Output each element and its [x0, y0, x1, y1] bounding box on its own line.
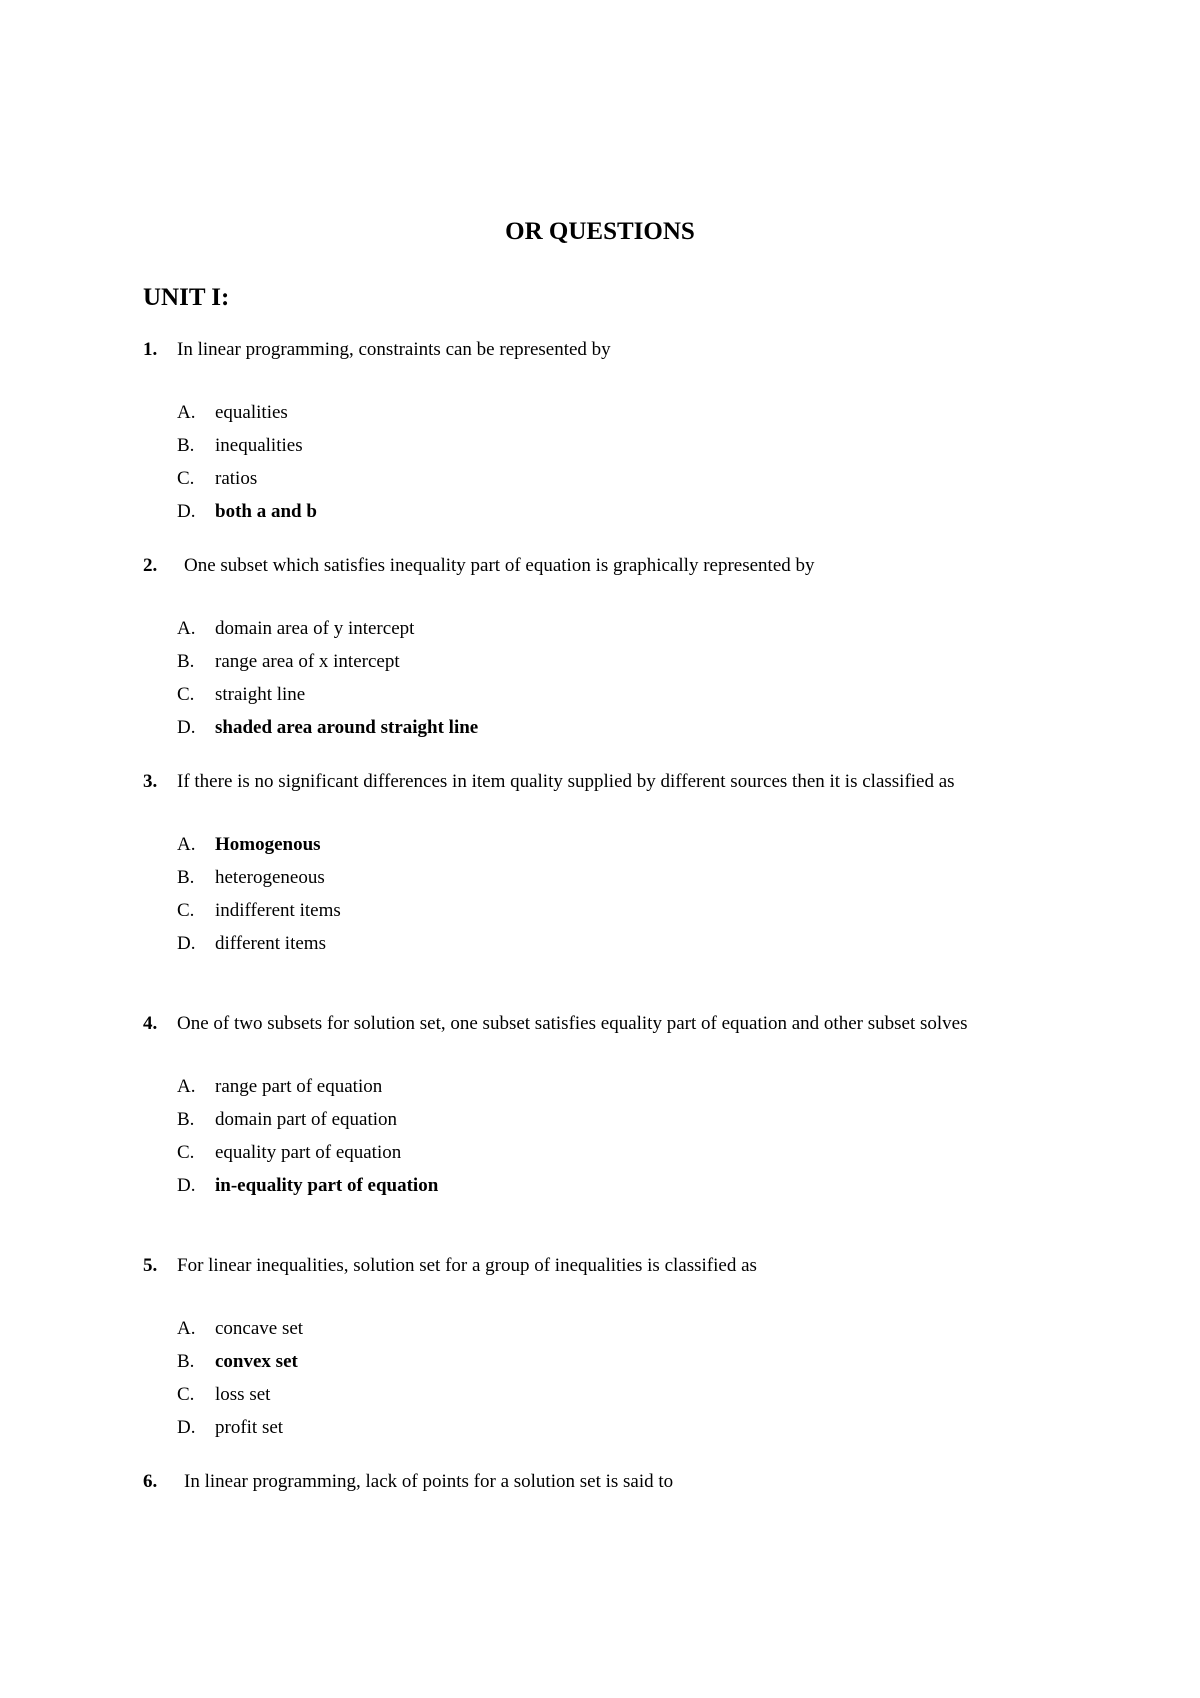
question-text: One of two subsets for solution set, one subset satisfies equality part of equation and other subset solves: [177, 1013, 968, 1034]
answer-options: [143, 612, 1063, 744]
option-letter: D.: [177, 501, 196, 522]
question-text: In linear programming, lack of points for a solution set is said to: [184, 1471, 674, 1492]
answer-option: [143, 1411, 1063, 1444]
option-text: ratios: [215, 468, 258, 489]
question-number: 1.: [143, 339, 158, 360]
answer-option: [143, 462, 1063, 495]
answer-options: [143, 1312, 1063, 1444]
option-letter: A.: [177, 618, 196, 639]
option-letter: A.: [177, 1076, 196, 1097]
question-5: [143, 1252, 1063, 1444]
answer-option-correct: [143, 711, 1063, 744]
question-text: One subset which satisfies inequality part of equation is graphically represented by: [184, 555, 815, 576]
option-letter: C.: [177, 1142, 195, 1163]
answer-option-correct: [143, 1169, 1063, 1202]
option-text-correct: shaded area around straight line: [215, 717, 479, 738]
question-number: 5.: [143, 1255, 158, 1276]
question-text: In linear programming, constraints can be represented by: [177, 339, 611, 360]
option-letter: A.: [177, 834, 196, 855]
option-text: equalities: [215, 402, 288, 423]
answer-option: [143, 861, 1063, 894]
question-6: [143, 1468, 1063, 1495]
answer-option: [143, 1378, 1063, 1411]
option-letter: B.: [177, 1351, 195, 1372]
answer-option: [143, 927, 1063, 960]
question-stem: [143, 1468, 1063, 1495]
answer-option: [143, 1103, 1063, 1136]
answer-option: [143, 396, 1063, 429]
question-stem: [143, 1010, 1063, 1037]
option-letter: D.: [177, 1417, 196, 1438]
question-4: [143, 1010, 1063, 1202]
question-2: [143, 552, 1063, 744]
question-text: If there is no significant differences in item quality supplied by different sources then it is classified as: [177, 771, 955, 792]
option-text: loss set: [215, 1384, 271, 1405]
question-number: 2.: [143, 555, 158, 576]
answer-option: [143, 1312, 1063, 1345]
answer-option: [143, 612, 1063, 645]
option-letter: C.: [177, 468, 195, 489]
option-letter: D.: [177, 1175, 196, 1196]
question-stem: [143, 552, 1063, 579]
option-text: range area of x intercept: [215, 651, 400, 672]
option-letter: B.: [177, 651, 195, 672]
option-text-correct: both a and b: [215, 501, 317, 522]
option-letter: D.: [177, 933, 196, 954]
answer-option: [143, 894, 1063, 927]
answer-option: [143, 645, 1063, 678]
option-text-correct: Homogenous: [215, 834, 321, 855]
question-3: [143, 768, 1063, 960]
answer-option-correct: [143, 495, 1063, 528]
answer-option: [143, 429, 1063, 462]
option-text-correct: in-equality part of equation: [215, 1175, 439, 1196]
answer-option: [143, 1070, 1063, 1103]
document-title: OR QUESTIONS: [505, 218, 695, 245]
answer-options: [143, 828, 1063, 960]
option-text: straight line: [215, 684, 306, 705]
question-number: 6.: [143, 1471, 158, 1492]
option-letter: B.: [177, 435, 195, 456]
answer-options: [143, 396, 1063, 528]
option-text: range part of equation: [215, 1076, 383, 1097]
option-text: different items: [215, 933, 326, 954]
unit-heading: UNIT I:: [143, 284, 230, 311]
question-number: 3.: [143, 771, 158, 792]
option-text-correct: convex set: [215, 1351, 298, 1372]
question-stem: [143, 768, 1063, 795]
option-text: domain area of y intercept: [215, 618, 415, 639]
question-1: [143, 336, 1063, 528]
option-text: heterogeneous: [215, 867, 325, 888]
answer-option: [143, 1136, 1063, 1169]
question-number: 4.: [143, 1013, 158, 1034]
option-letter: A.: [177, 402, 196, 423]
option-text: profit set: [215, 1417, 284, 1438]
answer-option-correct: [143, 828, 1063, 861]
option-text: indifferent items: [215, 900, 341, 921]
question-stem: [143, 1252, 1063, 1279]
question-stem: [143, 336, 1063, 363]
option-letter: D.: [177, 717, 196, 738]
question-text: For linear inequalities, solution set for a group of inequalities is classified as: [177, 1255, 757, 1276]
option-text: inequalities: [215, 435, 303, 456]
answer-option: [143, 678, 1063, 711]
option-text: concave set: [215, 1318, 304, 1339]
option-letter: B.: [177, 1109, 195, 1130]
option-letter: C.: [177, 1384, 195, 1405]
option-letter: C.: [177, 900, 195, 921]
option-text: domain part of equation: [215, 1109, 398, 1130]
option-letter: C.: [177, 684, 195, 705]
option-letter: A.: [177, 1318, 196, 1339]
option-text: equality part of equation: [215, 1142, 402, 1163]
option-letter: B.: [177, 867, 195, 888]
answer-option-correct: [143, 1345, 1063, 1378]
answer-options: [143, 1070, 1063, 1202]
